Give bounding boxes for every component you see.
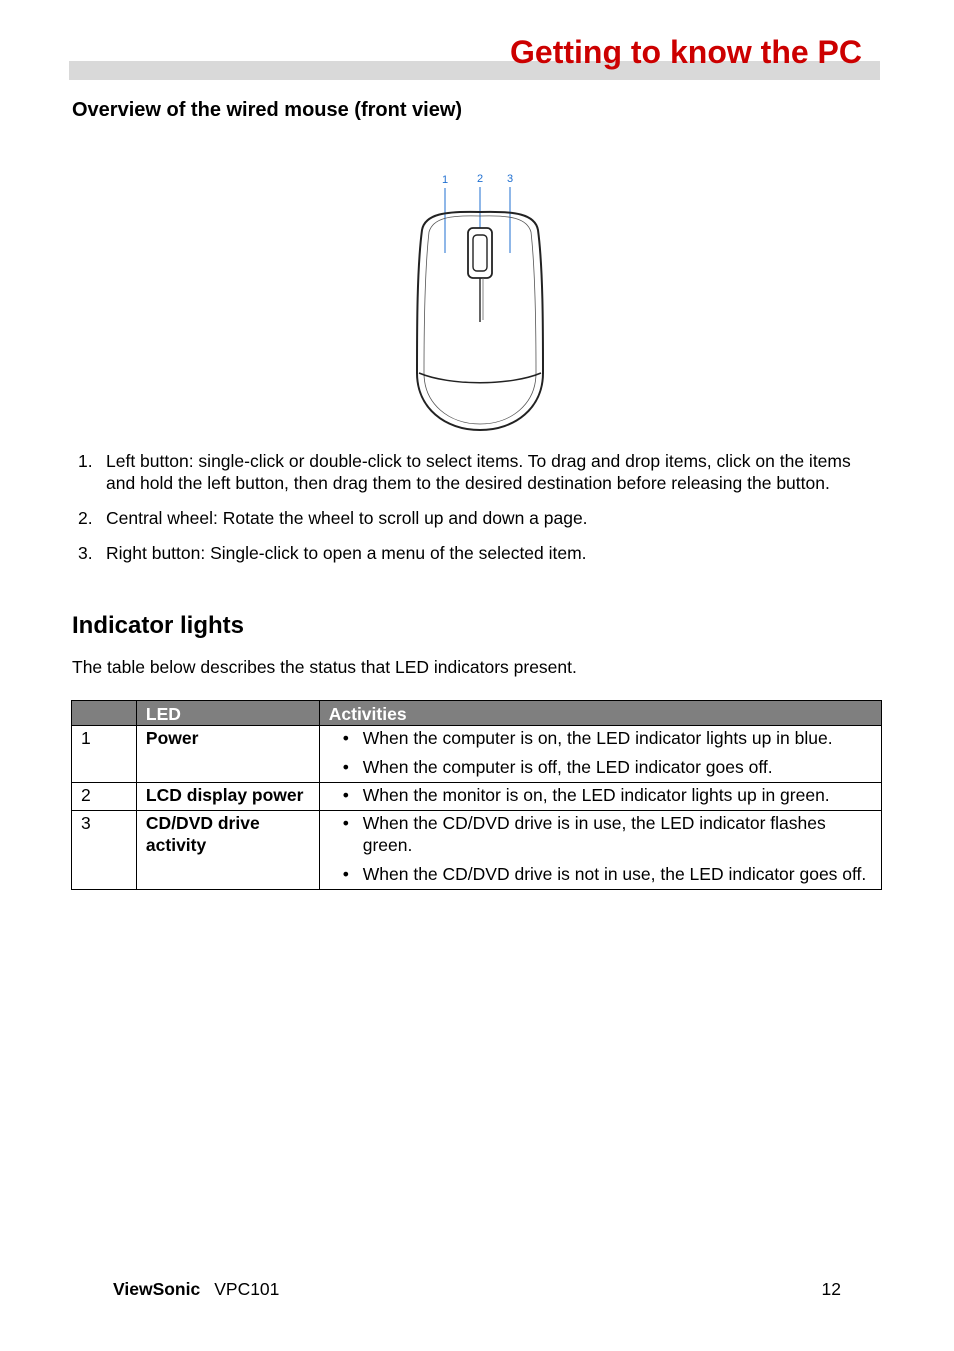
led-name: CD/DVD drive activity — [136, 811, 319, 890]
header-activities: Activities — [319, 701, 881, 726]
activities-cell — [319, 726, 881, 783]
table-header-row — [72, 701, 882, 726]
mouse-section-heading: Overview of the wired mouse (front view) — [72, 99, 463, 121]
bullet-icon: • — [342, 785, 349, 805]
list-item-number: 2. — [78, 508, 93, 528]
callout-2-label: 2 — [476, 173, 484, 185]
led-name: Power — [136, 726, 319, 783]
activity-text: When the computer is off, the LED indicator goes off. — [362, 757, 773, 777]
activity-item — [329, 727, 872, 749]
activity-text: When the CD/DVD drive is in use, the LED indicator flashes green. — [362, 813, 826, 855]
activities-cell — [319, 811, 881, 890]
header-led: LED — [136, 701, 319, 726]
palm-rest-line — [419, 373, 541, 383]
mouse-figure — [405, 168, 555, 438]
led-name: LCD display power — [136, 783, 319, 811]
activity-item — [329, 863, 872, 885]
footer-brand: ViewSonic — [113, 1279, 201, 1299]
row-number: 2 — [72, 783, 137, 811]
activity-text: When the CD/DVD drive is not in use, the LED indicator goes off. — [362, 864, 867, 884]
list-item-number: 1. — [78, 451, 93, 471]
activity-text: When the monitor is on, the LED indicator lights up in green. — [362, 785, 830, 805]
list-item-text: Right button: Single-click to open a menu of the selected item. — [106, 543, 587, 563]
scroll-wheel — [473, 235, 487, 271]
chapter-title: Getting to know the PC — [510, 34, 862, 70]
footer-model: VPC101 — [214, 1279, 280, 1299]
page-number: 12 — [821, 1279, 841, 1299]
list-item — [72, 507, 882, 529]
row-number: 3 — [72, 811, 137, 890]
indicator-intro: The table below describes the status that LED indicators present. — [72, 657, 577, 677]
list-item — [72, 542, 882, 564]
table-row — [72, 726, 882, 783]
led-table — [71, 700, 882, 890]
bullet-icon: • — [342, 728, 349, 748]
list-item-text: Central wheel: Rotate the wheel to scroll up and down a page. — [106, 508, 588, 528]
list-item — [72, 450, 882, 494]
mouse-feature-list — [72, 450, 882, 577]
page-footer — [113, 1278, 841, 1300]
callout-3-label: 3 — [506, 173, 514, 185]
activity-item — [329, 812, 872, 856]
activity-text: When the computer is on, the LED indicator lights up in blue. — [362, 728, 833, 748]
activities-cell — [319, 783, 881, 811]
header-number — [72, 701, 137, 726]
wired-mouse-illustration — [405, 168, 555, 438]
list-item-number: 3. — [78, 543, 93, 563]
bullet-icon: • — [342, 864, 349, 884]
callout-1-label: 1 — [441, 174, 449, 186]
table-row — [72, 811, 882, 890]
list-item-text: Left button: single-click or double-click to select items. To drag and drop items, click on the items and hold the left button, then drag them to the desired destination before releasing the button. — [106, 451, 851, 493]
activity-item — [329, 756, 872, 778]
row-number: 1 — [72, 726, 137, 783]
table-row — [72, 783, 882, 811]
indicator-lights-heading: Indicator lights — [72, 612, 245, 639]
bullet-icon: • — [342, 813, 349, 833]
activity-item — [329, 784, 872, 806]
bullet-icon: • — [342, 757, 349, 777]
